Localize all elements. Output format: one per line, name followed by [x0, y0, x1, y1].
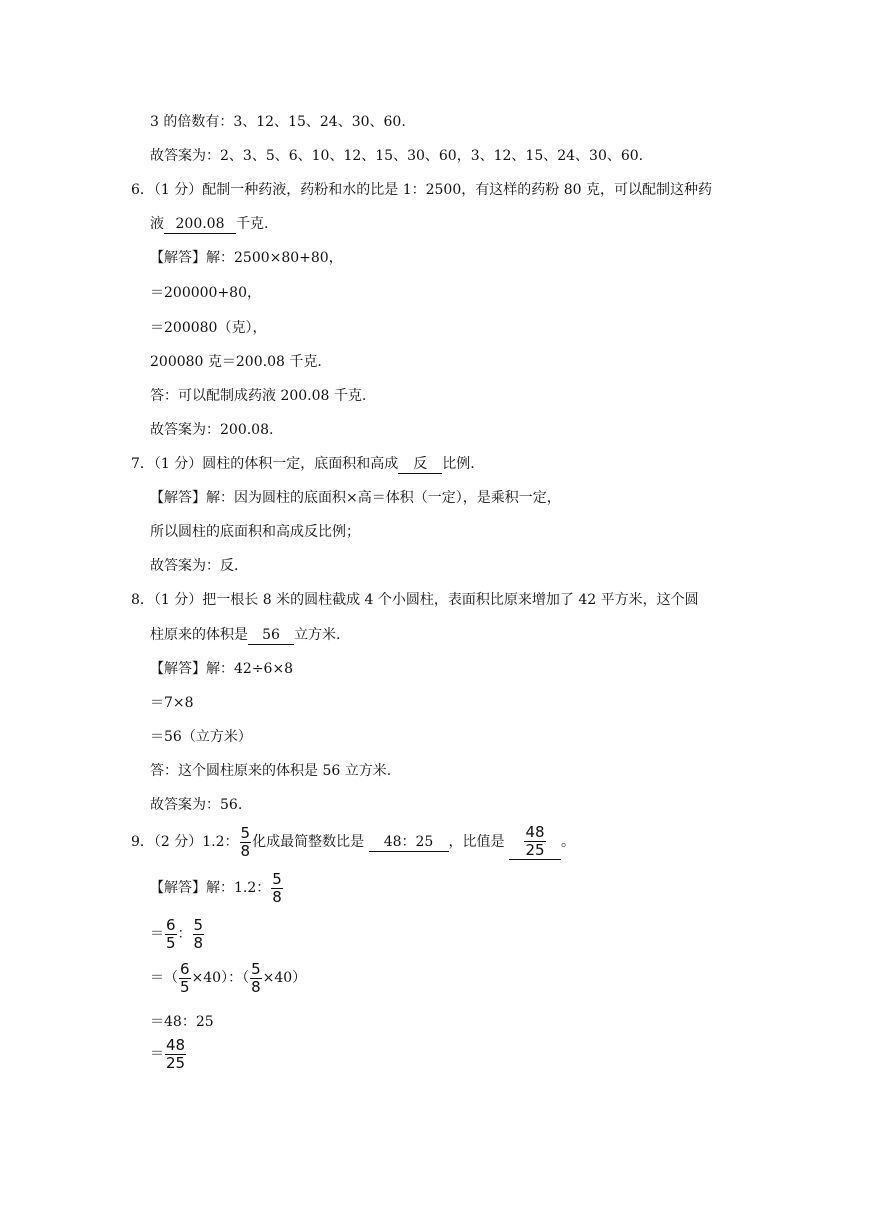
q6-stem2-post: 千克. — [236, 216, 269, 232]
q9-sol2-fraction-2 — [193, 917, 205, 952]
multiples-of-3-line: 3 的倍数有：3、12、15、24、30、60. — [150, 114, 406, 130]
q6-stem2-pre: 液 — [150, 216, 164, 232]
answer-line-prev: 故答案为：2、3、5、6、10、12、15、30、60，3、12、15、24、30、60. — [150, 148, 644, 164]
q8-solution-4: 答：这个圆柱原来的体积是 56 立方米. — [150, 763, 392, 779]
q7-stem-pre: 7．（1 分）圆柱的体积一定，底面积和高成 — [131, 456, 399, 472]
q9-sol3-fraction-1 — [179, 961, 191, 996]
q6-answer-blank: 200.08 — [164, 215, 236, 234]
q9-value-answer-blank — [509, 824, 561, 860]
q8-answer-blank: 56 — [248, 626, 294, 645]
q6-final-answer: 故答案为：200.08. — [150, 422, 274, 438]
fraction-numerator: 5 — [251, 959, 261, 978]
q9-sol2-colon: ： — [177, 926, 192, 942]
q9-sol2-pre: ＝ — [150, 926, 164, 942]
fraction-numerator: 48 — [525, 823, 545, 841]
fraction-denominator: 8 — [251, 977, 261, 996]
q9-stem — [131, 822, 575, 862]
q9-sol3-pre: ＝（ — [150, 970, 178, 986]
q9-sol1-fraction — [271, 871, 283, 906]
q8-stem-line2 — [150, 625, 340, 645]
q9-sol3-post: ×40） — [262, 970, 307, 986]
q7-final-answer: 故答案为：反. — [150, 558, 239, 574]
q9-fraction-5-8 — [240, 825, 252, 860]
q7-stem — [131, 454, 475, 474]
fraction-numerator: 5 — [240, 823, 251, 842]
q6-solution-4: 200080 克＝200.08 千克. — [150, 354, 322, 370]
q6-solution-1: 【解答】解：2500×80+80， — [150, 250, 343, 266]
q9-sol5-fraction — [165, 1037, 186, 1072]
q9-answer-fraction — [524, 824, 545, 859]
q7-solution-2: 所以圆柱的底面积和高成反比例； — [150, 524, 360, 540]
fraction-denominator: 8 — [240, 841, 251, 860]
fraction-numerator: 5 — [272, 869, 282, 888]
q9-solution-5 — [150, 1034, 187, 1074]
fraction-numerator: 5 — [193, 915, 204, 934]
fraction-numerator: 48 — [166, 1035, 186, 1054]
q9-sol3-mid: ×40）：（ — [191, 970, 250, 986]
q9-solution-3 — [150, 958, 306, 998]
q9-ratio-answer-blank: 48：25 — [369, 833, 449, 852]
q8-solution-1: 【解答】解：42÷6×8 — [150, 661, 294, 677]
q9-stem-pre: 9．（2 分）1.2： — [131, 834, 239, 850]
fraction-denominator: 8 — [193, 933, 204, 952]
q9-stem-mid2: ，比值是 — [448, 834, 505, 850]
q7-solution-1: 【解答】解：因为圆柱的底面积×高＝体积（一定），是乘积一定， — [150, 490, 561, 506]
q9-solution-2 — [150, 914, 205, 954]
q8-stem2-post: 立方米. — [294, 627, 341, 643]
q9-sol3-fraction-2 — [250, 961, 262, 996]
fraction-numerator: 6 — [180, 959, 190, 978]
fraction-denominator: 5 — [166, 933, 176, 952]
fraction-numerator: 6 — [166, 915, 176, 934]
q8-solution-2: ＝7×8 — [150, 695, 194, 711]
fraction-denominator: 5 — [180, 977, 190, 996]
q9-sol5-pre: ＝ — [150, 1046, 164, 1062]
fraction-denominator: 8 — [272, 887, 282, 906]
q7-stem-post: 比例. — [442, 456, 475, 472]
q6-solution-5: 答：可以配制成药液 200.08 千克. — [150, 388, 367, 404]
q6-solution-2: ＝200000+80， — [150, 285, 261, 301]
q8-final-answer: 故答案为：56. — [150, 797, 243, 813]
q8-solution-3: ＝56（立方米） — [150, 729, 252, 745]
q6-stem: 6．（1 分）配制一种药液，药粉和水的比是 1：2500，有这样的药粉 80 克，可以配制这种药 — [131, 182, 712, 198]
q6-solution-3: ＝200080（克）， — [150, 320, 267, 336]
q9-sol2-fraction-1 — [165, 917, 177, 952]
q9-sol1-pre: 【解答】解：1.2： — [150, 880, 271, 896]
q9-stem-mid: 化成最简整数比是 — [252, 834, 365, 850]
q6-stem-line2 — [150, 214, 268, 234]
q9-stem-post: 。 — [560, 834, 575, 850]
q8-stem: 8．（1 分）把一根长 8 米的圆柱截成 4 个小圆柱，表面积比原来增加了 42 平方米，这个圆 — [131, 592, 699, 608]
q7-answer-blank: 反 — [398, 455, 442, 474]
q8-stem2-pre: 柱原来的体积是 — [150, 627, 248, 643]
fraction-denominator: 25 — [525, 841, 545, 859]
fraction-denominator: 25 — [166, 1053, 186, 1072]
q9-solution-4: ＝48：25 — [150, 1014, 214, 1030]
q9-solution-1 — [150, 868, 284, 908]
